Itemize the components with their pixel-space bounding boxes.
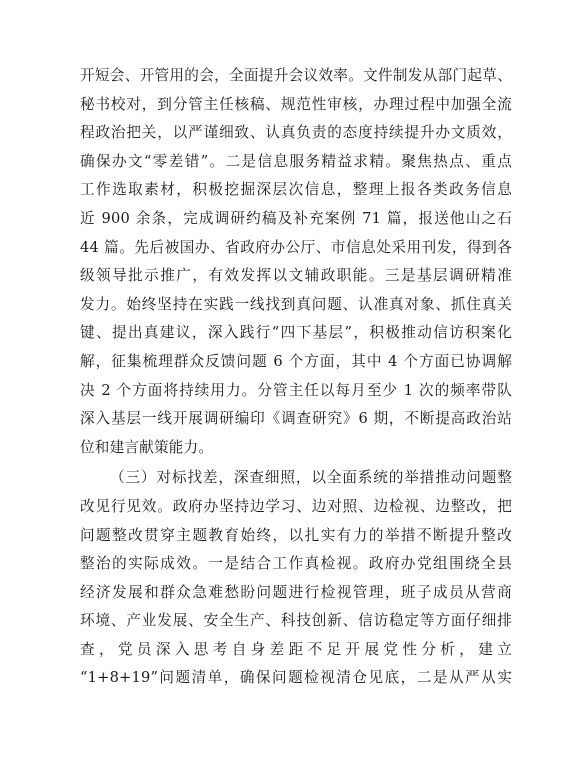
text-line: “1+8+19”问题清单，确保问题检视清仓见底，二是从严从实 [80,669,512,687]
text-line: 环境、产业发展、安全生产、科技创新、信访稳定等方面仔细排 [80,612,512,630]
text-line: 确保办文“零差错”。二是信息服务精益求精。聚焦热点、重点 [80,152,512,170]
text-line: 工作选取素材，积极挖掘深层次信息，整理上报各类政务信息 [80,181,512,199]
text-line: 整治的实际成效。一是结合工作真检视。政府办党组围绕全县 [80,555,512,573]
text-line: 级领导批示推广，有效发挥以文辅政职能。三是基层调研精准 [80,267,512,285]
paragraph-1 [80,62,512,462]
text-line: 开短会、开管用的会，全面提升会议效率。文件制发从部门起草、 [80,67,512,84]
text-line: 秘书校对，到分管主任核稿、规范性审核，办理过程中加强全流 [80,95,512,113]
text-line: 决 2 个方面将持续用力。分管主任以每月至少 1 次的频率带队 [80,381,512,399]
text-line: 经济发展和群众急难愁盼问题进行检视管理，班子成员从营商 [80,583,512,601]
text-line: 位和建言献策能力。 [80,438,214,456]
text-line: 发力。始终坚持在实践一线找到真问题、认准真对象、抓住真关 [80,295,512,313]
text-line: 改见行见效。政府办坚持边学习、边对照、边检视、边整改，把 [80,497,512,515]
text-line: 键、提出真建议，深入践行“四下基层”，积极推动信访积案化 [80,324,512,342]
text-line: 解，征集梳理群众反馈问题 6 个方面，其中 4 个方面已协调解 [80,352,512,370]
text-line: 查，党员深入思考自身差距不足开展党性分析，建立 [80,640,512,658]
paragraph-2 [80,464,512,693]
text-line: 问题整改贯穿主题教育始终，以扎实有力的举措不断提升整改 [80,526,512,544]
text-line: 44 篇。先后被国办、省政府办公厅、市信息处采用刊发，得到各 [80,238,512,256]
text-line: （三）对标找差，深查细照，以全面系统的举措推动问题整 [110,469,512,487]
document-body [80,62,512,693]
text-line: 程政治把关，以严谨细致、认真负责的态度持续提升办文质效， [80,124,512,142]
text-line: 深入基层一线开展调研编印《调查研究》6 期，不断提高政治站 [80,410,512,428]
text-line: 近 900 余条，完成调研约稿及补充案例 71 篇，报送他山之石 [80,209,512,227]
